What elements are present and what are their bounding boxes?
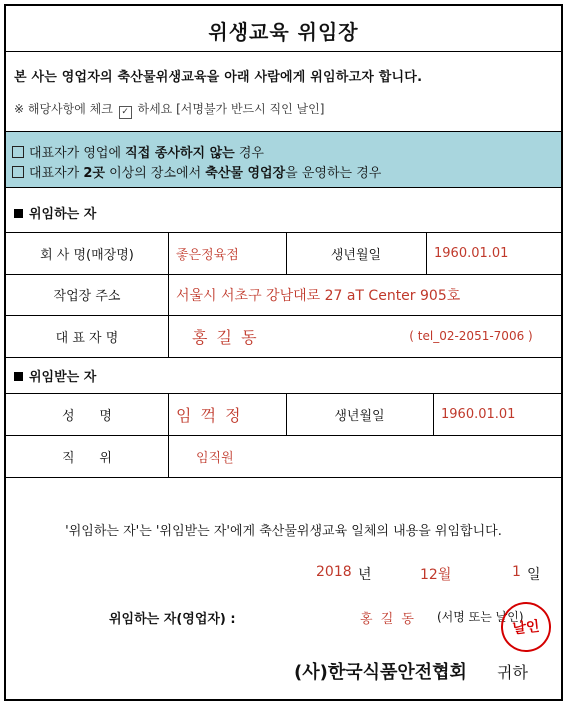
- seal-stamp: 날인: [499, 600, 554, 655]
- check-note: [14, 100, 324, 119]
- representative-label: 대 표 자 명: [55, 330, 119, 346]
- divider: [6, 477, 561, 478]
- delegation-statement: '위임하는 자'는 '위임받는 자'에게 축산물위생교육 일체의 내용을 위임합니다.: [65, 524, 502, 539]
- recipient-suffix: 귀하: [497, 663, 528, 682]
- delegate-position-value: 임직원: [196, 450, 234, 466]
- delegation-form: [4, 4, 563, 701]
- signer-label: 위임하는 자(영업자) :: [109, 612, 236, 627]
- date-day-unit: 일: [527, 567, 541, 583]
- delegate-birth-label: 생년월일: [334, 408, 385, 424]
- condition-checkbox[interactable]: [12, 146, 24, 158]
- telephone-value: ( tel_02-2051-7006 ): [409, 329, 533, 343]
- note-prefix: ※ 해당사항에 체크: [14, 102, 113, 116]
- conditions-panel: [6, 131, 561, 188]
- company-label: 회 사 명(매장명): [40, 247, 134, 263]
- delegate-position-label: 직 위: [62, 450, 112, 466]
- delegator-birth-value: 1960.01.01: [434, 245, 509, 261]
- condition-text: 대표자가 영업에: [29, 146, 126, 161]
- divider: [6, 51, 561, 52]
- recipient-org: (사)한국식품안전협회: [294, 662, 467, 683]
- condition-text-bold: 축산물 영업장: [205, 166, 286, 181]
- note-suffix: 하세요 [서명불가 반드시 직인 날인]: [137, 102, 325, 116]
- delegate-heading: [14, 366, 96, 385]
- address-value: 서울시 서초구 강남대로 27 aT Center 905호: [176, 287, 461, 304]
- representative-value: 홍 길 동: [192, 327, 259, 347]
- condition-checkbox[interactable]: [12, 166, 24, 178]
- condition-text: 대표자가: [29, 166, 84, 181]
- condition-text: 경우: [234, 146, 264, 161]
- delegate-birth-value: 1960.01.01: [441, 406, 516, 422]
- square-bullet-icon: [14, 209, 23, 218]
- checkbox-sample-icon: ✓: [119, 106, 132, 119]
- intro-text: 본 사는 영업자의 축산물위생교육을 아래 사람에게 위임하고자 합니다.: [14, 70, 423, 85]
- delegator-birth-label: 생년월일: [330, 247, 382, 263]
- delegator-heading-text: 위임하는 자: [29, 207, 97, 222]
- date-year-unit: 년: [358, 567, 372, 583]
- address-label: 작업장 주소: [53, 289, 121, 304]
- delegate-heading-text: 위임받는 자: [29, 370, 97, 385]
- delegator-heading: [14, 203, 96, 222]
- divider: [6, 357, 561, 358]
- condition-text-bold: 직접 종사하지 않는: [125, 146, 235, 161]
- condition-text: 이상의 장소에서: [104, 166, 206, 181]
- condition-text-bold: 2곳: [83, 166, 105, 181]
- condition-direct[interactable]: [12, 142, 264, 161]
- date-year: 2018: [316, 564, 352, 580]
- square-bullet-icon: [14, 372, 23, 381]
- delegate-name-value: 임 꺽 정: [176, 405, 243, 425]
- company-value: 좋은정육점: [176, 247, 239, 263]
- date-day: 1: [512, 564, 521, 580]
- signer-name: 홍 길 동: [360, 612, 416, 627]
- stamp-note: (서명 또는 날인): [437, 610, 524, 624]
- delegate-name-label: 성 명: [62, 408, 112, 424]
- condition-multi-site[interactable]: [12, 162, 381, 181]
- date-month: 12월: [420, 567, 452, 583]
- condition-text: 을 운영하는 경우: [285, 166, 382, 181]
- form-title: 위생교육 위임장: [208, 20, 359, 44]
